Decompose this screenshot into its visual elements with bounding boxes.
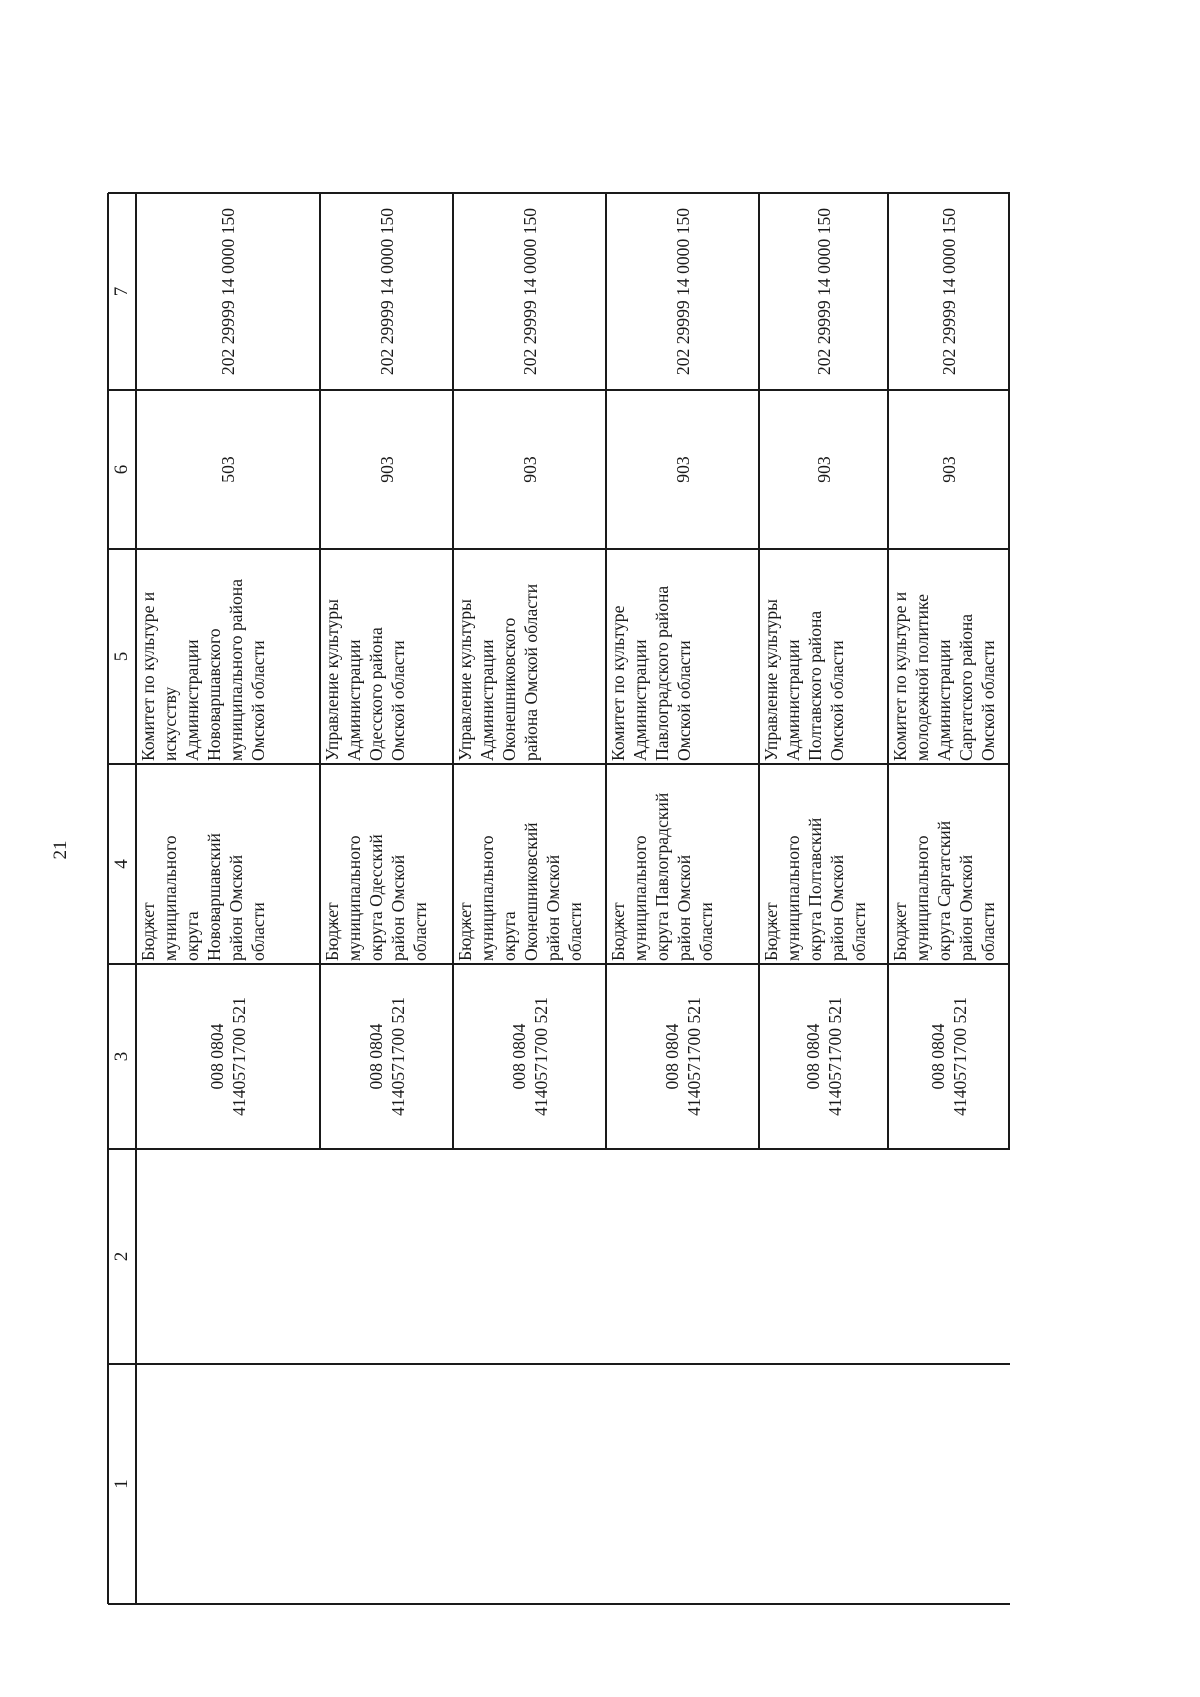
col-header-5: 5 [111, 651, 132, 662]
col-header-2: 2 [111, 1251, 132, 1262]
table-cell: 903 [938, 456, 959, 483]
table-cell: Комитет по культуре Администрации Павлоградского района Омской области [608, 585, 694, 761]
table-cell: Бюджет муниципального округа Нововаршавский район Омской области [138, 833, 268, 961]
table-cell: Комитет по культуре и искусству Администрации Нововаршавского муниципального района Омской области [138, 578, 268, 761]
col-header-7: 7 [111, 286, 132, 297]
table-cell: 503 [218, 456, 238, 483]
table-top-border [107, 193, 109, 1604]
table-cell: Бюджет муниципального округа Полтавский район Омской области [761, 817, 869, 961]
table-cell: 008 0804 4140571700 521 [207, 997, 249, 1116]
table-cell: 903 [672, 456, 693, 483]
table-cell: Бюджет муниципального округа Саргатский район Омской области [890, 820, 998, 961]
table-cell: 903 [813, 456, 834, 483]
table-cell: 008 0804 4140571700 521 [802, 997, 845, 1116]
table-cell: 202 29999 14 0000 150 [813, 207, 834, 376]
table-cell: Управление культуры Администрации Оконешниковского района Омской области [455, 583, 541, 761]
col-header-6: 6 [111, 464, 132, 475]
table-cell: 202 29999 14 0000 150 [376, 207, 397, 376]
table-cell: 202 29999 14 0000 150 [672, 207, 693, 376]
table-cell: Управление культуры Администрации Одесского района Омской области [322, 599, 408, 761]
table-cell: Бюджет муниципального округа Оконешниковский район Омской области [455, 822, 585, 961]
col-header-1: 1 [111, 1479, 132, 1489]
table-bottom-border [1008, 193, 1010, 1149]
page-number: 21 [50, 840, 71, 860]
budget-table [108, 193, 1010, 1604]
table-cell: Комитет по культуре и молодежной политике Администрации Саргатского района Омской области [890, 591, 998, 761]
col-header-4: 4 [111, 859, 132, 869]
table-cell: Управление культуры Администрации Полтавского района Омской области [761, 599, 847, 761]
table-cell: 008 0804 4140571700 521 [927, 997, 970, 1116]
table-left-border [108, 1603, 1010, 1605]
table-cell: 008 0804 4140571700 521 [365, 997, 408, 1116]
table-cell: 008 0804 4140571700 521 [661, 997, 704, 1116]
table-cell: 008 0804 4140571700 521 [508, 997, 551, 1116]
column-separator [108, 1363, 1010, 1365]
table-cell: 903 [519, 456, 540, 483]
table-cell: 903 [376, 456, 397, 483]
table-cell: Бюджет муниципального округа Одесский район Омской области [322, 834, 430, 961]
table-cell: 202 29999 14 0000 150 [519, 207, 540, 376]
col-header-3: 3 [111, 1051, 132, 1062]
table-cell: 202 29999 14 0000 150 [218, 207, 238, 376]
table-cell: Бюджет муниципального округа Павлоградский район Омской области [608, 792, 716, 961]
table-cell: 202 29999 14 0000 150 [938, 207, 959, 376]
